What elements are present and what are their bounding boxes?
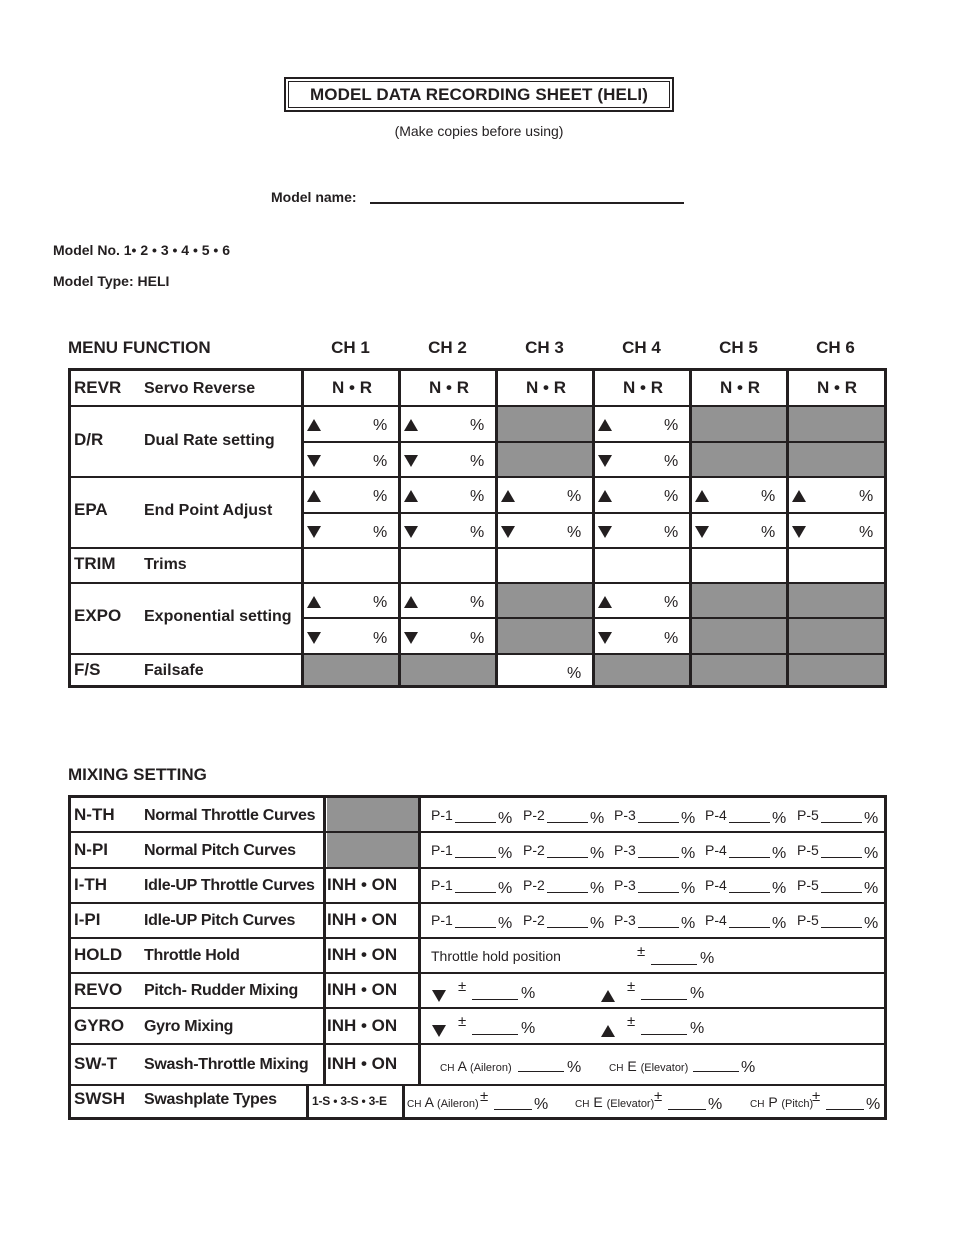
mixing-name: Idle-UP Pitch Curves — [144, 912, 296, 929]
mixing-name: Pitch- Rudder Mixing — [144, 982, 299, 999]
down-triangle-icon — [307, 526, 321, 538]
percent-sign: % — [498, 845, 513, 862]
percent-field[interactable]: % — [470, 417, 485, 434]
percent-sign: % — [772, 915, 787, 932]
point-label: P-5 — [797, 877, 819, 893]
swash-throttle-aileron-field[interactable] — [518, 1071, 564, 1072]
column-divider — [592, 371, 595, 685]
point-label: P-2 — [523, 842, 545, 858]
point-label: P-2 — [523, 877, 545, 893]
percent-sign: % — [690, 1020, 705, 1037]
function-code: EPA — [74, 500, 108, 519]
column-divider — [306, 1085, 309, 1117]
down-triangle-icon — [404, 632, 418, 644]
channel-letter: A — [424, 1094, 434, 1110]
point-field[interactable] — [638, 927, 679, 928]
percent-field[interactable]: % — [664, 417, 679, 434]
inh-on-toggle[interactable]: INH • ON — [327, 875, 398, 894]
percent-field[interactable]: % — [470, 630, 485, 647]
column-divider — [495, 371, 498, 685]
point-field[interactable] — [821, 927, 862, 928]
mixing-name: Normal Throttle Curves — [144, 807, 316, 824]
model-number-label: Model No. 1• 2 • 3 • 4 • 5 • 6 — [53, 242, 231, 258]
function-code: F/S — [74, 660, 101, 679]
column-divider — [689, 371, 692, 685]
percent-sign: % — [590, 810, 605, 827]
up-triangle-icon — [601, 1025, 615, 1037]
up-triangle-icon — [598, 419, 612, 431]
row-divider — [71, 405, 884, 407]
channel-header-3: CH 3 — [525, 338, 564, 357]
row-divider — [71, 1084, 884, 1086]
percent-field[interactable]: % — [373, 488, 388, 505]
point-field[interactable] — [455, 857, 496, 858]
plus-minus-icon: ± — [627, 978, 636, 995]
up-triangle-icon — [307, 419, 321, 431]
column-divider — [418, 798, 421, 1085]
down-triangle-icon — [501, 526, 515, 538]
point-field[interactable] — [547, 822, 588, 823]
row-divider — [71, 547, 884, 549]
point-field[interactable] — [729, 822, 770, 823]
percent-sign: % — [567, 1059, 582, 1076]
plus-minus-icon: ± — [458, 1013, 467, 1030]
swash-throttle-elevator-label — [609, 1058, 688, 1074]
down-triangle-icon — [404, 455, 418, 467]
mixing-name: Swash-Throttle Mixing — [144, 1056, 309, 1073]
swash-throttle-aileron-label — [440, 1058, 512, 1074]
column-divider — [323, 798, 326, 1085]
down-triangle-icon — [404, 526, 418, 538]
point-field[interactable] — [547, 857, 588, 858]
mixing-code: I-TH — [74, 875, 108, 894]
up-triangle-icon — [404, 490, 418, 502]
percent-field[interactable]: % — [567, 665, 582, 682]
percent-sign: % — [700, 950, 715, 967]
percent-sign: % — [772, 880, 787, 897]
gyro-up-field[interactable] — [641, 1034, 687, 1035]
percent-sign: % — [772, 810, 787, 827]
row-divider — [71, 902, 884, 904]
row-divider — [71, 582, 884, 584]
channel-name: (Aileron) — [470, 1062, 512, 1074]
percent-field[interactable]: % — [664, 524, 679, 541]
ch-prefix: CH — [440, 1063, 455, 1074]
swash-throttle-elevator-field[interactable] — [693, 1071, 739, 1072]
up-triangle-icon — [307, 596, 321, 608]
mixing-name: Normal Pitch Curves — [144, 842, 296, 859]
percent-field[interactable]: % — [373, 453, 388, 470]
percent-field[interactable]: % — [664, 453, 679, 470]
swash-pitch-field[interactable] — [826, 1109, 864, 1110]
channel-name: (Elevator) — [640, 1062, 689, 1074]
swash-elevator-field[interactable] — [668, 1109, 706, 1110]
percent-sign: % — [681, 915, 696, 932]
channel-letter: A — [457, 1058, 467, 1074]
up-triangle-icon — [307, 490, 321, 502]
reverse-toggle-ch4[interactable]: N • R — [623, 378, 663, 397]
mixing-code: SW-T — [74, 1054, 118, 1073]
point-field[interactable] — [455, 927, 496, 928]
percent-field[interactable]: % — [470, 524, 485, 541]
function-code: TRIM — [74, 554, 116, 573]
mixing-code: I-PI — [74, 910, 101, 929]
down-triangle-icon — [307, 455, 321, 467]
point-label: P-5 — [797, 842, 819, 858]
inh-on-toggle[interactable]: INH • ON — [327, 945, 398, 964]
point-label: P-4 — [705, 877, 727, 893]
inh-on-toggle[interactable]: INH • ON — [327, 1054, 398, 1073]
point-label: P-5 — [797, 807, 819, 823]
point-field[interactable] — [821, 892, 862, 893]
throttle-hold-field[interactable] — [651, 964, 697, 965]
channel-letter: E — [593, 1094, 603, 1110]
down-triangle-icon — [598, 455, 612, 467]
ch-prefix: CH — [407, 1099, 422, 1110]
down-triangle-icon — [695, 526, 709, 538]
reverse-toggle-ch1[interactable]: N • R — [332, 378, 372, 397]
channel-letter: E — [627, 1058, 637, 1074]
percent-field[interactable]: % — [470, 594, 485, 611]
down-triangle-icon — [432, 1025, 446, 1037]
channel-header-4: CH 4 — [622, 338, 661, 357]
function-name: Failsafe — [144, 662, 204, 679]
percent-field[interactable]: % — [761, 488, 776, 505]
up-triangle-icon — [501, 490, 515, 502]
channel-name: (Pitch) — [781, 1098, 814, 1110]
swash-aileron-label — [407, 1094, 479, 1110]
channel-name: (Elevator) — [606, 1098, 655, 1110]
reverse-toggle-ch5[interactable]: N • R — [720, 378, 760, 397]
model-type-label: Model Type: HELI — [53, 273, 170, 289]
revo-up-field[interactable] — [641, 999, 687, 1000]
channel-header-1: CH 1 — [331, 338, 370, 357]
row-divider — [71, 1043, 884, 1045]
percent-sign: % — [521, 1020, 536, 1037]
column-divider — [402, 1085, 405, 1117]
shaded-cell — [595, 654, 689, 685]
row-divider — [71, 476, 884, 478]
point-field[interactable] — [729, 857, 770, 858]
row-divider — [71, 937, 884, 939]
mixing-code: N-PI — [74, 840, 108, 859]
point-label: P-2 — [523, 912, 545, 928]
point-field[interactable] — [638, 822, 679, 823]
percent-sign: % — [864, 880, 879, 897]
row-divider — [71, 831, 884, 833]
percent-sign: % — [864, 915, 879, 932]
shaded-cell — [401, 654, 495, 685]
point-label: P-3 — [614, 807, 636, 823]
plus-minus-icon: ± — [458, 978, 467, 995]
mixing-name: Throttle Hold — [144, 947, 240, 964]
percent-sign: % — [498, 880, 513, 897]
point-label: P-1 — [431, 877, 453, 893]
percent-field[interactable]: % — [664, 594, 679, 611]
swash-elevator-label — [575, 1094, 654, 1110]
percent-sign: % — [866, 1096, 881, 1113]
percent-field[interactable]: % — [373, 524, 388, 541]
ch-prefix: CH — [575, 1099, 590, 1110]
row-divider — [71, 1007, 884, 1009]
point-label: P-2 — [523, 807, 545, 823]
percent-field[interactable]: % — [373, 417, 388, 434]
row-divider — [71, 867, 884, 869]
point-label: P-4 — [705, 807, 727, 823]
point-label: P-1 — [431, 912, 453, 928]
inh-on-toggle[interactable]: INH • ON — [327, 980, 398, 999]
function-code: D/R — [74, 430, 104, 449]
function-name: Dual Rate setting — [144, 432, 275, 449]
up-triangle-icon — [601, 990, 615, 1002]
percent-sign: % — [590, 880, 605, 897]
percent-sign: % — [741, 1059, 756, 1076]
percent-field[interactable]: % — [373, 630, 388, 647]
plus-minus-icon: ± — [812, 1088, 821, 1105]
channel-header-6: CH 6 — [816, 338, 855, 357]
revo-down-field[interactable] — [472, 999, 518, 1000]
row-divider — [71, 972, 884, 974]
shaded-cell — [304, 654, 398, 685]
point-field[interactable] — [729, 892, 770, 893]
mixing-code: GYRO — [74, 1016, 125, 1035]
ch-prefix: CH — [609, 1063, 624, 1074]
percent-sign: % — [864, 810, 879, 827]
model-name-label: Model name: — [271, 189, 357, 205]
down-triangle-icon — [792, 526, 806, 538]
reverse-toggle-ch3[interactable]: N • R — [526, 378, 566, 397]
percent-field[interactable]: % — [859, 488, 874, 505]
row-divider — [71, 653, 884, 655]
function-code: REVR — [74, 378, 122, 397]
up-triangle-icon — [792, 490, 806, 502]
down-triangle-icon — [598, 526, 612, 538]
point-field[interactable] — [638, 857, 679, 858]
percent-sign: % — [590, 915, 605, 932]
swash-aileron-field[interactable] — [494, 1109, 532, 1110]
point-field[interactable] — [729, 927, 770, 928]
percent-field[interactable]: % — [567, 524, 582, 541]
function-name: Trims — [144, 556, 187, 573]
menu-function-table — [68, 368, 887, 688]
percent-field[interactable]: % — [859, 524, 874, 541]
channel-header-2: CH 2 — [428, 338, 467, 357]
point-field[interactable] — [455, 822, 496, 823]
column-divider — [786, 371, 789, 685]
percent-field[interactable]: % — [567, 488, 582, 505]
percent-sign: % — [498, 810, 513, 827]
point-label: P-3 — [614, 877, 636, 893]
mixing-code: REVO — [74, 980, 123, 999]
point-field[interactable] — [547, 927, 588, 928]
percent-sign: % — [708, 1096, 723, 1113]
up-triangle-icon — [598, 490, 612, 502]
plus-minus-icon: ± — [480, 1088, 489, 1105]
function-name: End Point Adjust — [144, 502, 273, 519]
page-subtitle: (Make copies before using) — [394, 123, 564, 139]
model-name-field[interactable] — [370, 202, 684, 204]
gyro-down-field[interactable] — [472, 1034, 518, 1035]
plus-minus-icon: ± — [637, 943, 646, 960]
percent-field[interactable]: % — [470, 453, 485, 470]
mixing-code: HOLD — [74, 945, 123, 964]
function-code: EXPO — [74, 606, 122, 625]
up-triangle-icon — [404, 596, 418, 608]
channel-letter: P — [768, 1094, 778, 1110]
swash-pitch-label — [750, 1094, 813, 1110]
percent-sign: % — [534, 1096, 549, 1113]
percent-sign: % — [681, 880, 696, 897]
point-label: P-4 — [705, 912, 727, 928]
mixing-setting-title: MIXING SETTING — [68, 765, 207, 784]
up-triangle-icon — [404, 419, 418, 431]
channel-name: (Aileron) — [437, 1098, 479, 1110]
percent-sign: % — [690, 985, 705, 1002]
mixing-name: Gyro Mixing — [144, 1018, 234, 1035]
down-triangle-icon — [307, 632, 321, 644]
percent-sign: % — [521, 985, 536, 1002]
mixing-setting-table — [68, 795, 887, 1120]
reverse-toggle-ch2[interactable]: N • R — [429, 378, 469, 397]
point-label: P-4 — [705, 842, 727, 858]
mixing-name: Swashplate Types — [144, 1091, 277, 1108]
point-field[interactable] — [638, 892, 679, 893]
ch-prefix: CH — [750, 1099, 765, 1110]
reverse-toggle-ch6[interactable]: N • R — [817, 378, 857, 397]
up-triangle-icon — [695, 490, 709, 502]
up-triangle-icon — [598, 596, 612, 608]
channel-header-5: CH 5 — [719, 338, 758, 357]
percent-sign: % — [681, 845, 696, 862]
plus-minus-icon: ± — [654, 1088, 663, 1105]
point-field[interactable] — [821, 857, 862, 858]
column-divider — [301, 371, 304, 685]
point-label: P-3 — [614, 912, 636, 928]
percent-sign: % — [772, 845, 787, 862]
point-label: P-5 — [797, 912, 819, 928]
point-label: P-3 — [614, 842, 636, 858]
percent-field[interactable]: % — [470, 488, 485, 505]
point-label: P-1 — [431, 807, 453, 823]
plus-minus-icon: ± — [627, 1013, 636, 1030]
shaded-cell — [692, 654, 786, 685]
point-field[interactable] — [821, 822, 862, 823]
percent-field[interactable]: % — [761, 524, 776, 541]
shaded-cell — [789, 654, 884, 685]
point-label: P-1 — [431, 842, 453, 858]
down-triangle-icon — [432, 990, 446, 1002]
inh-on-toggle[interactable]: INH • ON — [327, 910, 398, 929]
mixing-name: Idle-UP Throttle Curves — [144, 877, 315, 894]
down-triangle-icon — [598, 632, 612, 644]
function-name: Exponential setting — [144, 608, 292, 625]
page-title: MODEL DATA RECORDING SHEET (HELI) — [284, 77, 674, 112]
percent-sign: % — [681, 810, 696, 827]
percent-sign: % — [498, 915, 513, 932]
percent-field[interactable]: % — [664, 630, 679, 647]
throttle-hold-label: Throttle hold position — [431, 948, 561, 964]
swashplate-type-selector[interactable]: 1-S • 3-S • 3-E — [312, 1094, 387, 1108]
column-divider — [398, 371, 401, 685]
inh-on-toggle[interactable]: INH • ON — [327, 1016, 398, 1035]
point-field[interactable] — [547, 892, 588, 893]
mixing-code: N-TH — [74, 805, 115, 824]
point-field[interactable] — [455, 892, 496, 893]
percent-field[interactable]: % — [664, 488, 679, 505]
menu-function-title: MENU FUNCTION — [68, 338, 211, 357]
percent-sign: % — [590, 845, 605, 862]
function-name: Servo Reverse — [144, 380, 256, 397]
percent-field[interactable]: % — [373, 594, 388, 611]
mixing-code: SWSH — [74, 1089, 125, 1108]
percent-sign: % — [864, 845, 879, 862]
